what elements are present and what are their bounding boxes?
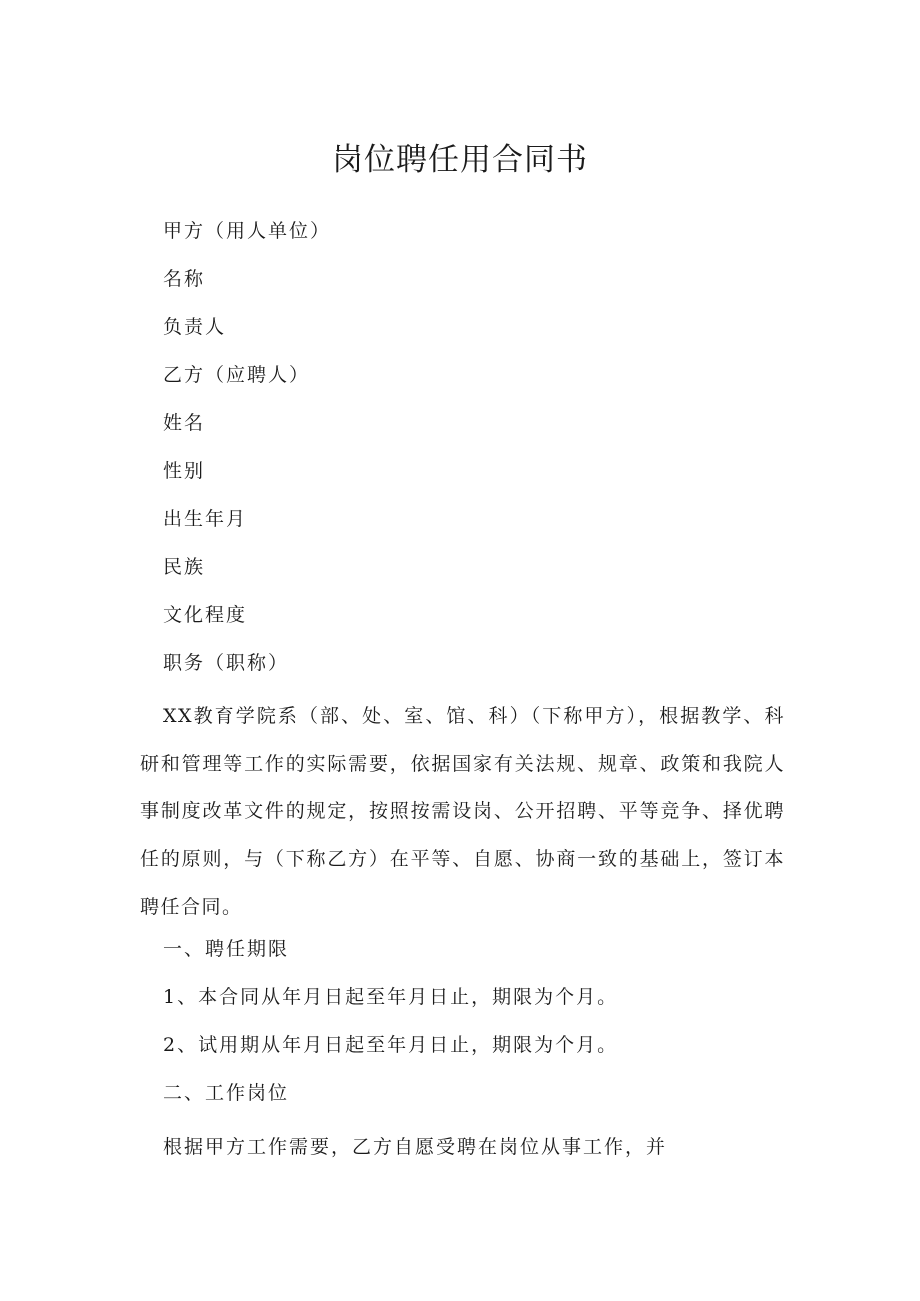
field-gender: 性别 (163, 460, 206, 482)
field-education: 文化程度 (163, 604, 248, 626)
field-person-in-charge: 负责人 (163, 316, 227, 338)
field-party-b: 乙方（应聘人） (163, 364, 311, 386)
field-name: 名称 (163, 268, 206, 290)
document-title: 岗位聘任用合同书 (332, 142, 588, 178)
intro-paragraph: XX教育学院系（部、处、室、馆、科）（下称甲方），根据教学、科研和管理等工作的实际需要，依据国家有关法规、规章、政策和我院人事制度改革文件的规定，按照按需设岗、公开招聘、平等竞争、择优聘任的原则，与（下称乙方）在平等、自愿、协商一致的基础上，签订本聘任合同。 (140, 705, 785, 918)
section-heading-position: 二、工作岗位 (163, 1082, 290, 1104)
field-position-title: 职务（职称） (163, 652, 290, 674)
field-full-name: 姓名 (163, 412, 206, 434)
position-paragraph: 根据甲方工作需要，乙方自愿受聘在岗位从事工作，并 (163, 1136, 668, 1158)
field-ethnicity: 民族 (163, 556, 206, 578)
field-party-a: 甲方（用人单位） (163, 220, 332, 242)
section-heading-term: 一、聘任期限 (163, 938, 290, 960)
term-item-1: 1、本合同从年月日起至年月日止，期限为个月。 (163, 986, 619, 1008)
field-birth-date: 出生年月 (163, 508, 248, 530)
term-item-2: 2、试用期从年月日起至年月日止，期限为个月。 (163, 1034, 619, 1056)
